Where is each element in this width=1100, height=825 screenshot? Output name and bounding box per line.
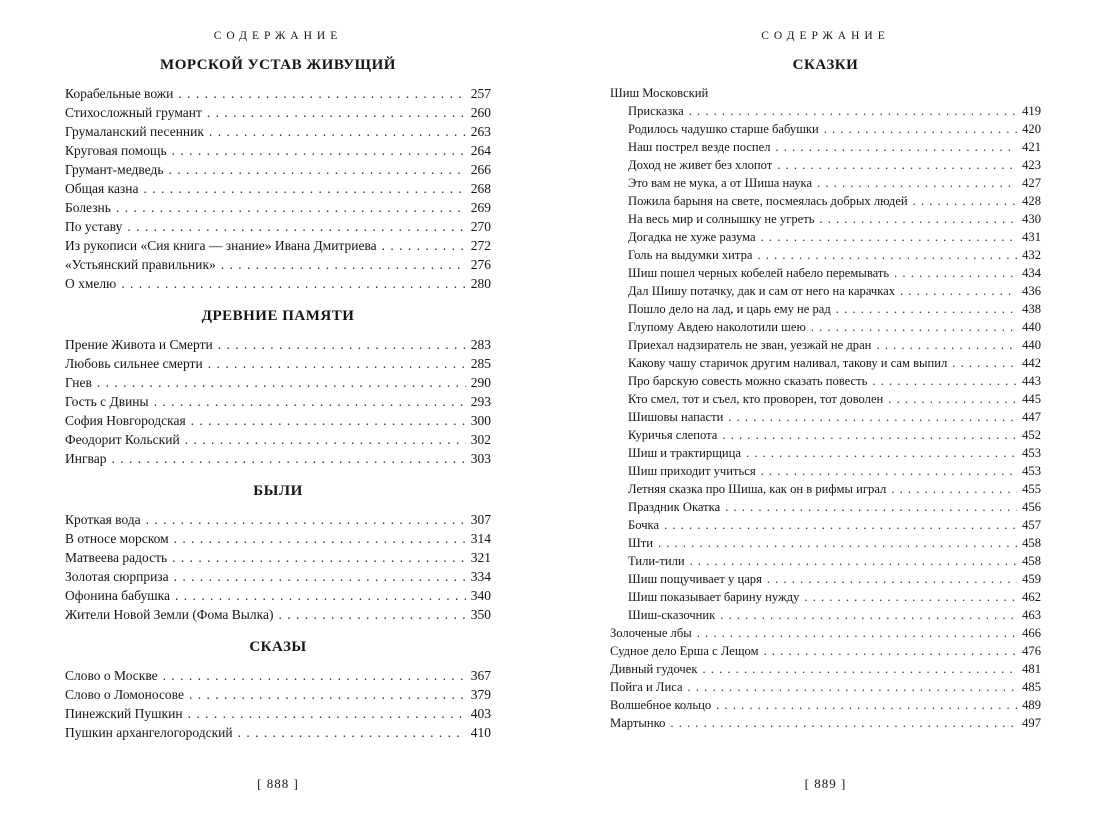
entry-label: Наш пострел везде поспел — [628, 140, 771, 154]
page-folio: [ 888 ] — [257, 776, 299, 791]
dot-leader — [207, 103, 466, 122]
dot-leader — [121, 274, 466, 293]
entry-page-number: 350 — [470, 607, 491, 622]
dot-leader — [688, 678, 1018, 696]
toc-entry — [65, 704, 491, 723]
toc-entry — [65, 198, 491, 217]
entry-page-number: 497 — [1022, 716, 1041, 730]
dot-leader — [824, 120, 1017, 138]
entry-label: Шиш показывает барину нужду — [628, 590, 800, 604]
entry-page-number: 367 — [470, 668, 491, 683]
toc-entry — [610, 138, 1041, 156]
toc-page-right — [610, 0, 1041, 825]
toc-entry — [610, 408, 1041, 426]
toc-entry — [610, 444, 1041, 462]
entry-page-number: 453 — [1022, 446, 1041, 460]
toc-section — [610, 56, 1041, 732]
toc-entry — [610, 642, 1041, 660]
entry-page-number: 489 — [1022, 698, 1041, 712]
entry-label: Пожила барыня на свете, посмеялась добрых людей — [628, 194, 908, 208]
entry-page-number: 264 — [470, 143, 491, 158]
entry-label: Родилось чадушко старше бабушки — [628, 122, 819, 136]
dot-leader — [817, 174, 1017, 192]
dot-leader — [872, 372, 1017, 390]
dot-leader — [208, 354, 466, 373]
dot-leader — [767, 570, 1017, 588]
entry-label: Гость с Двины — [65, 394, 149, 409]
toc-entry — [610, 480, 1041, 498]
entry-label: Дал Шишу потачку, дак и сам от него на карачках — [628, 284, 896, 298]
entry-page-number: 462 — [1022, 590, 1041, 604]
toc-entry — [65, 605, 491, 624]
entry-label: Ингвар — [65, 451, 107, 466]
dot-leader — [894, 264, 1017, 282]
entry-label: Глупому Авдею наколотили шею — [628, 320, 806, 334]
entry-page-number: 463 — [1022, 608, 1041, 622]
entry-label: Матвеева радость — [65, 550, 168, 565]
entry-label: Пошло дело на лад, и царь ему не рад — [628, 302, 831, 316]
entry-label: Любовь сильнее смерти — [65, 356, 203, 371]
dot-leader — [689, 102, 1017, 120]
toc-entry — [610, 354, 1041, 372]
toc-entry — [610, 156, 1041, 174]
entry-page-number: 459 — [1022, 572, 1041, 586]
toc-entry — [610, 552, 1041, 570]
dot-leader — [777, 156, 1017, 174]
toc-entry — [610, 570, 1041, 588]
dot-leader — [185, 430, 466, 449]
dot-leader — [127, 217, 465, 236]
entry-label: На весь мир и солнышку не угреть — [628, 212, 815, 226]
dot-leader — [876, 336, 1017, 354]
toc-entry — [610, 534, 1041, 552]
entry-label: «Устьянский правильник» — [65, 257, 216, 272]
dot-leader — [811, 318, 1017, 336]
dot-leader — [761, 462, 1017, 480]
entry-page-number: 302 — [470, 432, 491, 447]
dot-leader — [191, 411, 466, 430]
entry-label: Бочка — [628, 518, 660, 532]
entry-page-number: 458 — [1022, 536, 1041, 550]
toc-section — [65, 56, 491, 293]
entry-label: Праздник Окатка — [628, 500, 721, 514]
entry-label: Пинежский Пушкин — [65, 706, 183, 721]
entry-label: Приехал надзиратель не зван, уезжай не дран — [628, 338, 872, 352]
entry-page-number: 428 — [1022, 194, 1041, 208]
entry-page-number: 283 — [470, 337, 491, 352]
dot-leader — [836, 300, 1017, 318]
entry-page-number: 266 — [470, 162, 491, 177]
dot-leader — [720, 606, 1017, 624]
entry-page-number: 476 — [1022, 644, 1041, 658]
toc-entry — [65, 567, 491, 586]
entry-page-number: 431 — [1022, 230, 1041, 244]
entry-page-number: 290 — [470, 375, 491, 390]
entry-label: Стихосложный грумант — [65, 105, 202, 120]
dot-leader — [746, 444, 1017, 462]
dot-leader — [757, 246, 1017, 264]
toc-entry — [65, 217, 491, 236]
entry-page-number: 280 — [470, 276, 491, 291]
dot-leader — [97, 373, 466, 392]
dot-leader — [218, 335, 466, 354]
section-title: МОРСКОЙ УСТАВ ЖИВУЩИЙ — [160, 57, 396, 73]
entry-label: Это вам не мука, а от Шиша наука — [628, 176, 813, 190]
dot-leader — [178, 84, 465, 103]
entry-page-number: 436 — [1022, 284, 1041, 298]
entry-page-number: 268 — [470, 181, 491, 196]
entry-page-number: 410 — [470, 725, 491, 740]
entry-page-number: 427 — [1022, 176, 1041, 190]
dot-leader — [670, 714, 1017, 732]
entry-label: Шиш пошел черных кобелей набело перемывать — [628, 266, 890, 280]
toc-section — [65, 307, 491, 468]
entry-label: О хмелю — [65, 276, 117, 291]
entry-label: Догадка не хуже разума — [628, 230, 756, 244]
entry-page-number: 485 — [1022, 680, 1041, 694]
section-title: ДРЕВНИЕ ПАМЯТИ — [201, 308, 355, 324]
entry-page-number: 419 — [1022, 104, 1041, 118]
toc-entry — [65, 529, 491, 548]
dot-leader — [952, 354, 1017, 372]
toc-entry — [65, 586, 491, 605]
entry-label: Корабельные вожи — [65, 86, 174, 101]
toc-entry — [65, 255, 491, 274]
toc-entry — [65, 449, 491, 468]
toc-entry — [610, 696, 1041, 714]
entry-page-number: 260 — [470, 105, 491, 120]
entry-page-number: 334 — [470, 569, 491, 584]
toc-entry — [65, 430, 491, 449]
toc-entry — [65, 411, 491, 430]
entry-label: Грумаланский песенник — [65, 124, 204, 139]
entry-label: Доход не живет без хлопот — [628, 158, 773, 172]
entry-page-number: 276 — [470, 257, 491, 272]
dot-leader — [278, 605, 465, 624]
dot-leader — [172, 548, 466, 567]
dot-leader — [804, 588, 1017, 606]
dot-leader — [188, 704, 466, 723]
entry-label: Прение Живота и Смерти — [65, 337, 213, 352]
entry-page-number: 453 — [1022, 464, 1041, 478]
entry-label: Слово о Москве — [65, 668, 158, 683]
toc-entry — [610, 174, 1041, 192]
entry-label: Кроткая вода — [65, 512, 141, 527]
entry-page-number: 340 — [470, 588, 491, 603]
dot-leader — [716, 696, 1017, 714]
toc-entry — [65, 236, 491, 255]
entry-page-number: 442 — [1022, 356, 1041, 370]
dot-leader — [209, 122, 466, 141]
entry-label: Общая казна — [65, 181, 139, 196]
entry-label: Шиш-сказочник — [628, 608, 716, 622]
entry-label: Тили-тили — [628, 554, 685, 568]
toc-entry — [610, 228, 1041, 246]
toc-entry — [610, 624, 1041, 642]
dot-leader — [189, 685, 466, 704]
entry-label: Шишовы напасти — [628, 410, 724, 424]
dot-leader — [702, 660, 1017, 678]
entry-label: Мартынко — [610, 716, 666, 730]
entry-page-number: 263 — [470, 124, 491, 139]
entry-page-number: 481 — [1022, 662, 1041, 676]
entry-page-number: 272 — [470, 238, 491, 253]
toc-entry — [610, 606, 1041, 624]
dot-leader — [382, 236, 466, 255]
entry-page-number: 447 — [1022, 410, 1041, 424]
entry-label: Офонина бабушка — [65, 588, 170, 603]
entry-label: Волшебное кольцо — [610, 698, 712, 712]
entry-page-number: 443 — [1022, 374, 1041, 388]
entry-page-number: 307 — [470, 512, 491, 527]
toc-entry — [65, 103, 491, 122]
entry-label: София Новгородская — [65, 413, 186, 428]
entry-label: Кто смел, тот и съел, кто проворен, тот доволен — [628, 392, 884, 406]
toc-entry — [65, 335, 491, 354]
dot-leader — [174, 567, 466, 586]
dot-leader — [725, 498, 1017, 516]
section-title: СКАЗКИ — [792, 57, 859, 73]
entry-label: Болезнь — [65, 200, 111, 215]
dot-leader — [169, 160, 466, 179]
toc-entry — [610, 678, 1041, 696]
toc-entry — [65, 354, 491, 373]
toc-entry — [610, 318, 1041, 336]
dot-leader — [163, 666, 466, 685]
toc-entry — [610, 246, 1041, 264]
entry-label: Про барскую совесть можно сказать повесть — [628, 374, 868, 388]
toc-section — [65, 638, 491, 742]
toc-entry — [65, 122, 491, 141]
entry-label: В относе морском — [65, 531, 169, 546]
entry-page-number: 423 — [1022, 158, 1041, 172]
entry-page-number: 421 — [1022, 140, 1041, 154]
toc-entry — [610, 192, 1041, 210]
entry-page-number: 293 — [470, 394, 491, 409]
entry-label: Золотая сюрприза — [65, 569, 169, 584]
toc-entry — [65, 84, 491, 103]
toc-entry — [610, 390, 1041, 408]
toc-sections-left — [65, 56, 491, 742]
dot-leader — [221, 255, 466, 274]
dot-leader — [820, 210, 1018, 228]
toc-entry — [610, 372, 1041, 390]
dot-leader — [658, 534, 1017, 552]
toc-entry — [610, 426, 1041, 444]
toc-entry — [610, 498, 1041, 516]
toc-entry — [610, 300, 1041, 318]
entry-page-number: 430 — [1022, 212, 1041, 226]
toc-entry — [65, 141, 491, 160]
entry-page-number: 420 — [1022, 122, 1041, 136]
entry-label: Дивный гудочек — [610, 662, 698, 676]
dot-leader — [144, 179, 466, 198]
dot-leader — [116, 198, 466, 217]
toc-entry — [610, 210, 1041, 228]
toc-entry — [610, 516, 1041, 534]
entry-page-number: 285 — [470, 356, 491, 371]
entry-label: Какову чашу старичок другим наливал, такову и сам выпил — [628, 356, 948, 370]
dot-leader — [664, 516, 1017, 534]
entry-label: Круговая помощь — [65, 143, 167, 158]
entry-page-number: 269 — [470, 200, 491, 215]
dot-leader — [111, 449, 465, 468]
toc-entry — [65, 666, 491, 685]
entry-page-number: 457 — [1022, 518, 1041, 532]
entry-page-number: 270 — [470, 219, 491, 234]
entry-label: Из рукописи «Сия книга — знание» Ивана Дмитриева — [65, 238, 377, 253]
toc-entry — [65, 510, 491, 529]
toc-page-left — [65, 0, 491, 825]
dot-leader — [776, 138, 1018, 156]
toc-entry — [610, 660, 1041, 678]
entry-label: Шти — [628, 536, 653, 550]
entry-page-number: 440 — [1022, 320, 1041, 334]
entry-page-number: 257 — [470, 86, 491, 101]
entry-label: Пушкин архангелогородский — [65, 725, 233, 740]
dot-leader — [728, 408, 1017, 426]
toc-entry — [65, 274, 491, 293]
toc-entry — [610, 714, 1041, 732]
toc-sections-right — [610, 56, 1041, 732]
toc-entry — [610, 120, 1041, 138]
running-head: СОДЕРЖАНИЕ — [213, 30, 343, 42]
toc-entry — [610, 588, 1041, 606]
dot-leader — [238, 723, 466, 742]
entry-page-number: 455 — [1022, 482, 1041, 496]
dot-leader — [722, 426, 1017, 444]
entry-label: Гнев — [65, 375, 92, 390]
entry-page-number: 403 — [470, 706, 491, 721]
dot-leader — [761, 228, 1017, 246]
entry-page-number: 456 — [1022, 500, 1041, 514]
entry-label: Феодорит Кольский — [65, 432, 180, 447]
toc-entry — [610, 462, 1041, 480]
toc-entry — [65, 392, 491, 411]
toc-entry — [65, 685, 491, 704]
entry-label: Шиш Московский — [610, 86, 709, 100]
entry-label: Куричья слепота — [628, 428, 718, 442]
entry-page-number: 452 — [1022, 428, 1041, 442]
entry-label: Шиш пощучивает у царя — [628, 572, 762, 586]
entry-label: Грумант-медведь — [65, 162, 164, 177]
entry-page-number: 445 — [1022, 392, 1041, 406]
toc-entry — [65, 548, 491, 567]
dot-leader — [888, 390, 1017, 408]
entry-page-number: 303 — [470, 451, 491, 466]
entry-page-number: 434 — [1022, 266, 1041, 280]
entry-label: Судное дело Ерша с Лещом — [610, 644, 759, 658]
toc-entry — [610, 282, 1041, 300]
toc-section — [65, 482, 491, 624]
entry-label: Летняя сказка про Шиша, как он в рифмы играл — [628, 482, 887, 496]
entry-page-number: 379 — [470, 687, 491, 702]
entry-page-number: 458 — [1022, 554, 1041, 568]
entry-page-number: 314 — [470, 531, 491, 546]
toc-entry — [610, 102, 1041, 120]
running-head: СОДЕРЖАНИЕ — [761, 30, 890, 42]
toc-entry — [610, 336, 1041, 354]
dot-leader — [154, 392, 466, 411]
dot-leader — [146, 510, 466, 529]
entry-label: Жители Новой Земли (Фома Вылка) — [65, 607, 274, 622]
toc-entry — [65, 160, 491, 179]
dot-leader — [174, 529, 466, 548]
dot-leader — [697, 624, 1017, 642]
toc-entry — [610, 84, 1041, 102]
entry-page-number: 440 — [1022, 338, 1041, 352]
dot-leader — [913, 192, 1017, 210]
entry-label: Слово о Ломоносове — [65, 687, 184, 702]
dot-leader — [891, 480, 1017, 498]
entry-label: Присказка — [628, 104, 684, 118]
entry-page-number: 466 — [1022, 626, 1041, 640]
entry-label: По уставу — [65, 219, 123, 234]
dot-leader — [172, 141, 466, 160]
entry-page-number: 321 — [470, 550, 491, 565]
page-folio: [ 889 ] — [804, 776, 847, 791]
entry-page-number: 438 — [1022, 302, 1041, 316]
toc-entry — [65, 723, 491, 742]
dot-leader — [175, 586, 466, 605]
entry-page-number: 300 — [470, 413, 491, 428]
toc-entry — [65, 373, 491, 392]
dot-leader — [764, 642, 1018, 660]
entry-label: Голь на выдумки хитра — [628, 248, 753, 262]
toc-entry — [65, 179, 491, 198]
section-title: БЫЛИ — [253, 483, 303, 499]
toc-entry — [610, 264, 1041, 282]
entry-label: Шиш и трактирщица — [628, 446, 741, 460]
dot-leader — [900, 282, 1017, 300]
entry-label: Пойга и Лиса — [610, 680, 683, 694]
section-title: СКАЗЫ — [249, 639, 307, 655]
entry-label: Золоченые лбы — [610, 626, 692, 640]
dot-leader — [690, 552, 1018, 570]
entry-page-number: 432 — [1022, 248, 1041, 262]
entry-label: Шиш приходит учиться — [628, 464, 756, 478]
